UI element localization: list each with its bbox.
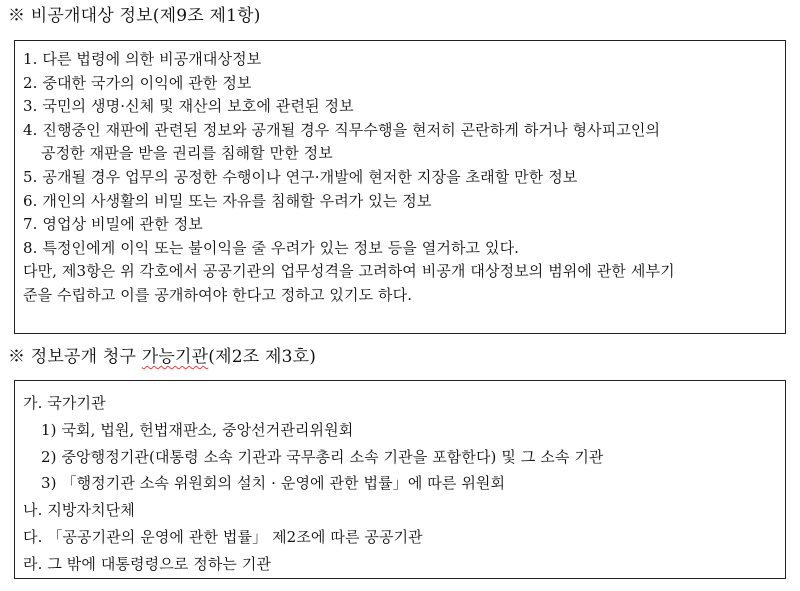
sub-list-item: 3) 「행정기관 소속 위원회의 설치 · 운영에 관한 법률」에 따른 위원회 xyxy=(41,474,506,493)
list-item: 3. 국민의 생명·신체 및 재산의 보호에 관련된 정보 xyxy=(23,97,354,116)
list-item: 8. 특정인에게 이익 또는 불이익을 줄 우려가 있는 정보 등을 열거하고 있다. xyxy=(23,238,520,257)
heading-keyword: 가능기관 xyxy=(141,347,209,367)
list-item: 다. 「공공기관의 운영에 관한 법률」 제2조에 따른 공공기관 xyxy=(23,527,423,546)
paragraph-line: 다만, 제3항은 위 각호에서 공공기관의 업무성격을 고려하여 비공개 대상정보의 범위에 관한 세부기 xyxy=(23,262,675,281)
section-heading-eligible-institutions xyxy=(8,346,316,368)
paragraph-line: 준을 수립하고 이를 공개하여야 한다고 정하고 있기도 하다. xyxy=(23,285,413,304)
heading-suffix: (제2조 제3호) xyxy=(208,347,317,367)
list-item: 5. 공개될 경우 업무의 공정한 수행이나 연구·개발에 현저한 지장을 초래할 만한 정보 xyxy=(23,167,578,186)
list-item: 6. 개인의 사생활의 비밀 또는 자유를 침해할 우려가 있는 정보 xyxy=(23,191,432,210)
list-item: 라. 그 밖에 대통령령으로 정하는 기관 xyxy=(23,554,272,573)
sub-list-item: 1) 국회, 법원, 헌법재판소, 중앙선거관리위원회 xyxy=(41,420,354,439)
list-item: 나. 지방자치단체 xyxy=(23,501,135,520)
list-item: 4. 진행중인 재판에 관련된 정보와 공개될 경우 직무수행을 현저히 곤란하게 하거나 형사피고인의 xyxy=(23,120,661,139)
list-item: 1. 다른 법령에 의한 비공개대상정보 xyxy=(23,50,262,68)
list-item: 가. 국가기관 xyxy=(23,394,106,412)
list-item-continuation: 공정한 재판을 받을 권리를 침해할 만한 정보 xyxy=(41,144,333,163)
section-heading-nondisclosure: ※ 비공개대상 정보(제9조 제1항) xyxy=(8,6,261,26)
heading-prefix: ※ 정보공개 청구 xyxy=(8,347,142,367)
nondisclosure-info-box xyxy=(14,40,786,334)
eligible-institutions-box xyxy=(14,380,786,579)
list-item: 2. 중대한 국가의 이익에 관한 정보 xyxy=(23,73,252,92)
list-item: 7. 영업상 비밀에 관한 정보 xyxy=(23,215,203,234)
sub-list-item: 2) 중앙행정기관(대통령 소속 기관과 국무총리 소속 기관을 포함한다) 및 그 소속 기관 xyxy=(41,447,604,466)
